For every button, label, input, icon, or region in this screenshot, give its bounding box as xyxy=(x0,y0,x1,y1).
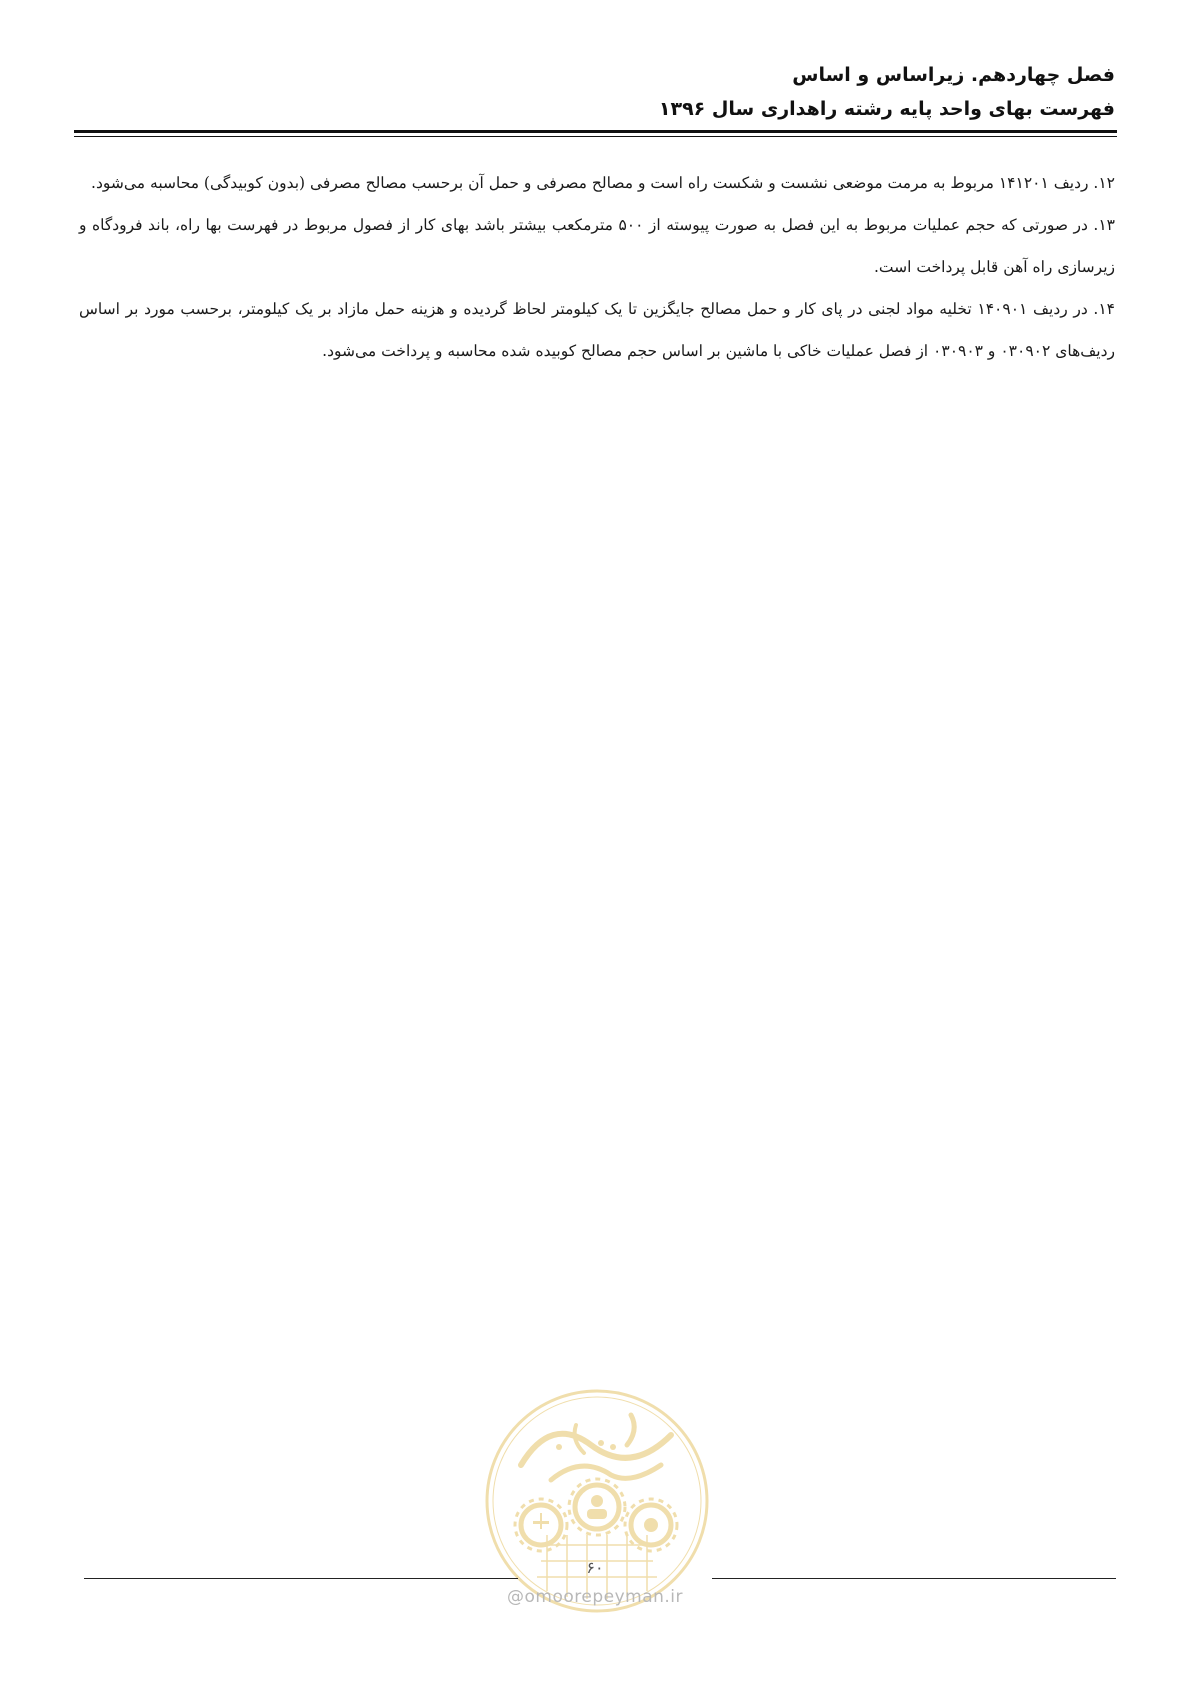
site-name: omoorepeyman.ir xyxy=(524,1587,684,1607)
body-text xyxy=(79,162,1115,372)
paragraph-12: ۱۲. ردیف ۱۴۱۲۰۱ مربوط به مرمت موضعی نشست و شکست راه است و مصالح مصرفی و حمل آن برحسب مصالح مصرفی (بدون کوبیدگی) محاسبه می‌شود. xyxy=(91,174,1115,192)
header-rule-thin xyxy=(74,136,1117,137)
chapter-title: فصل چهاردهم. زیراساس و اساس xyxy=(792,64,1115,86)
price-list-title: فهرست بهای واحد پایه رشته راهداری سال ۱۳۹۶ xyxy=(658,98,1115,120)
page-number: ۶۰ xyxy=(586,1558,604,1577)
header-rule-thick xyxy=(74,130,1117,133)
paragraph-14: ۱۴. در ردیف ۱۴۰۹۰۱ تخلیه مواد لجنی در پای کار و حمل مصالح جایگزین تا یک کیلومتر لحاظ گردیده و هزینه حمل مازاد بر یک کیلومتر، برحسب مورد بر اساس ردیف‌های ۰۳۰۹۰۲ و ۰۳۰۹۰۳ از فصل عملیات خاکی با ماشین بر اساس حجم مصالح کوبیده شده محاسبه و پرداخت می‌شود. xyxy=(79,300,1116,360)
footer-rule-left xyxy=(84,1578,518,1579)
paragraph-13: ۱۳. در صورتی که حجم عملیات مربوط به این فصل به صورت پیوسته از ۵۰۰ مترمکعب بیشتر باشد بهای کار از فصول مربوط در فهرست بها راه، باند فرودگاه و زیرسازی راه آهن قابل پرداخت است. xyxy=(79,216,1115,276)
footer-rule-right xyxy=(712,1578,1116,1579)
site-watermark xyxy=(470,1587,720,1607)
page-header xyxy=(76,58,1115,126)
watermark-seal-logo xyxy=(481,1385,713,1617)
at-icon: @ xyxy=(506,1587,525,1607)
